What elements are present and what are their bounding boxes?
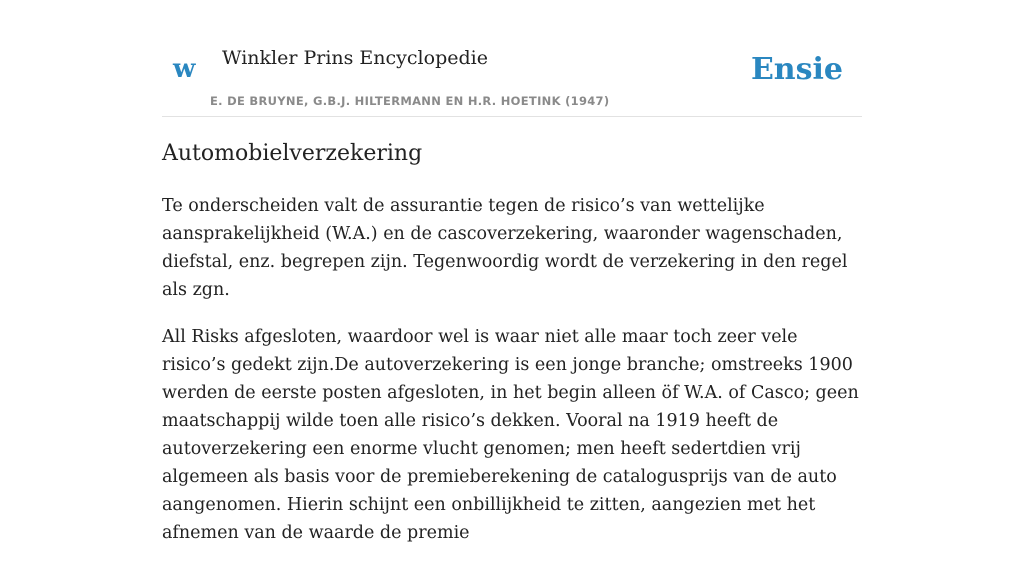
winkler-prins-logo[interactable]: w: [173, 54, 196, 84]
source-title[interactable]: Winkler Prins Encyclopedie: [222, 47, 488, 69]
article-title: Automobielverzekering: [162, 141, 423, 166]
site-header: [162, 0, 862, 117]
article-paragraph: Te onderscheiden valt de assurantie tegen de risico’s van wettelijke aansprakelijkheid (W.A.) en de cascoverzekering, waaronder wagenschaden, diefstal, enz. begrepen zijn. Tegenwoordig wordt de verzekering in den regel als zgn.: [162, 196, 848, 300]
article-body: [162, 192, 862, 566]
source-authors: E. DE BRUYNE, G.B.J. HILTERMANN EN H.R. HOETINK (1947): [210, 94, 610, 108]
article-paragraph: All Risks afgesloten, waardoor wel is waar niet alle maar toch zeer vele risico’s gedekt zijn.De autoverzekering is een jonge branche; omstreeks 1900 werden de eerste posten afgesloten, in het begin alleen öf W.A. of Casco; geen maatschappij wilde toen alle risico’s dekken. Vooral na 1919 heeft de autoverzekering een enorme vlucht genomen; men heeft sedertdien vrij algemeen als basis voor de premieberekening de catalogusprijs van de auto aangenomen. Hierin schijnt een onbillijkheid te zitten, aangezien met het afnemen van de waarde de premie: [162, 327, 859, 543]
ensie-brand-logo[interactable]: Ensie: [750, 52, 843, 87]
